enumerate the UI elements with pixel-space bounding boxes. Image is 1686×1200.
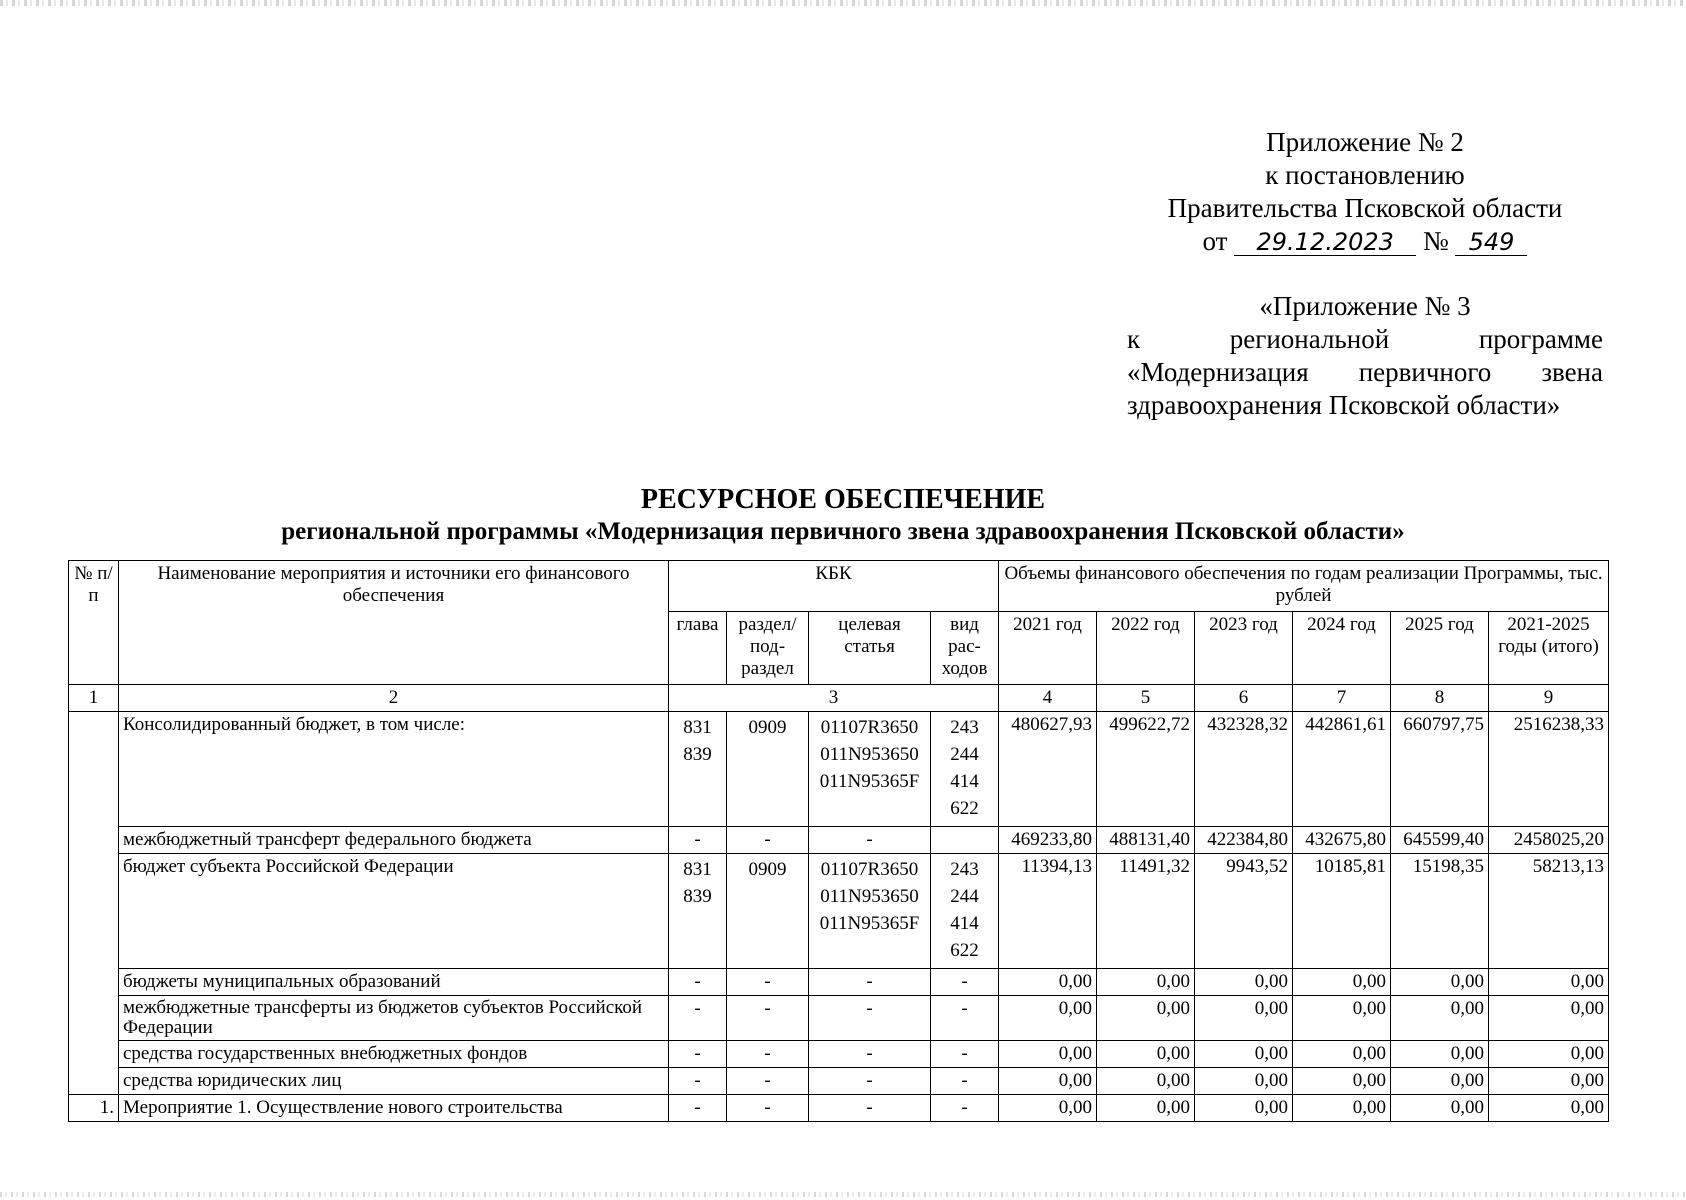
kbk-razdel-cell: [727, 712, 809, 827]
value-2024: 432675,80: [1293, 827, 1391, 854]
kbk-vid: [931, 827, 999, 854]
resource-table: [68, 560, 1609, 1122]
value-2023: 9943,52: [1195, 854, 1293, 969]
col-number: 8: [1391, 685, 1489, 712]
kbk-vid: -: [931, 1068, 999, 1095]
header-2024: 2024 год: [1293, 612, 1391, 685]
value-2023: 0,00: [1195, 969, 1293, 996]
handwritten-number: 549: [1455, 229, 1527, 256]
value-2023: 422384,80: [1195, 827, 1293, 854]
header-vid: вид рас- ходов: [931, 612, 999, 685]
kbk-celevaya: 011N95365F: [819, 913, 920, 934]
kbk-razdel: -: [727, 1095, 809, 1122]
value-2021: 480627,93: [999, 712, 1097, 827]
value-2021: 0,00: [999, 1068, 1097, 1095]
kbk-celevaya: 01107R3650: [820, 859, 919, 880]
from-label: от: [1202, 226, 1228, 256]
value-2021: 469233,80: [999, 827, 1097, 854]
table-row: [69, 1095, 1609, 1122]
value-2021: 0,00: [999, 969, 1097, 996]
row-name: Консолидированный бюджет, в том числе:: [119, 712, 669, 827]
value-2022: 0,00: [1097, 1041, 1195, 1068]
kbk-celevaya-cell: [809, 854, 931, 969]
kbk-celevaya: 011N95365F: [819, 771, 920, 792]
header-num: № п/п: [69, 561, 119, 685]
scan-edge-bottom: [0, 1192, 1686, 1197]
col-number: 6: [1195, 685, 1293, 712]
kbk-celevaya: -: [809, 1041, 931, 1068]
header-volumes: Объемы финансового обеспечения по годам реализации Программы, тыс. рублей: [999, 561, 1609, 612]
value-2022: 0,00: [1097, 1095, 1195, 1122]
kbk-celevaya: 011N953650: [820, 886, 919, 907]
header-line-1: Приложение № 2: [1266, 127, 1464, 157]
document-subtitle: региональной программы «Модернизация первичного звена здравоохранения Псковской области»: [281, 518, 1405, 545]
kbk-vid: 622: [950, 940, 979, 961]
value-2024: 442861,61: [1293, 712, 1391, 827]
table-row: [69, 854, 1609, 969]
row-name: Мероприятие 1. Осуществление нового строительства: [119, 1095, 669, 1122]
kbk-glava-cell: [669, 712, 727, 827]
header-2023: 2023 год: [1195, 612, 1293, 685]
value-2021: 0,00: [999, 1095, 1097, 1122]
table-row: [69, 712, 1609, 827]
kbk-razdel: -: [727, 1041, 809, 1068]
kbk-vid: 622: [950, 798, 979, 819]
kbk-razdel: -: [727, 1068, 809, 1095]
value-total: 2516238,33: [1489, 712, 1609, 827]
row-num-cell: 1.: [69, 1095, 119, 1122]
kbk-razdel: -: [727, 969, 809, 996]
appendix-word: региональной: [1229, 324, 1390, 354]
col-number: 3: [669, 685, 999, 712]
value-2025: 0,00: [1391, 1068, 1489, 1095]
table-row: [69, 1068, 1609, 1095]
value-2024: 0,00: [1293, 996, 1391, 1041]
kbk-celevaya: 01107R3650: [820, 717, 919, 738]
appendix-word: «Модернизация: [1127, 357, 1309, 387]
value-2023: 0,00: [1195, 1095, 1293, 1122]
value-2021: 0,00: [999, 1041, 1097, 1068]
col-number: 9: [1489, 685, 1609, 712]
kbk-celevaya: -: [809, 996, 931, 1041]
value-total: 0,00: [1489, 1041, 1609, 1068]
kbk-glava-cell: [669, 854, 727, 969]
column-number-row: [69, 685, 1609, 712]
kbk-vid-cell: [931, 854, 999, 969]
value-2025: 15198,35: [1391, 854, 1489, 969]
kbk-razdel: 0909: [748, 717, 787, 738]
value-2025: 0,00: [1391, 1041, 1489, 1068]
table-row: [69, 996, 1609, 1041]
value-total: 0,00: [1489, 1068, 1609, 1095]
table-row: [69, 1041, 1609, 1068]
row-name: бюджеты муниципальных образований: [119, 969, 669, 996]
value-total: 2458025,20: [1489, 827, 1609, 854]
header-glava: глава: [669, 612, 727, 685]
kbk-glava: -: [669, 1095, 727, 1122]
value-2024: 0,00: [1293, 969, 1391, 996]
document-title: РЕСУРСНОЕ ОБЕСПЕЧЕНИЕ: [640, 484, 1046, 515]
value-2022: 11491,32: [1097, 854, 1195, 969]
kbk-celevaya: -: [809, 1068, 931, 1095]
header-celevaya: целевая статья: [809, 612, 931, 685]
value-2022: 488131,40: [1097, 827, 1195, 854]
kbk-vid: 244: [950, 744, 979, 765]
kbk-vid: -: [931, 996, 999, 1041]
row-name: средства юридических лиц: [119, 1068, 669, 1095]
header-kbk: КБК: [669, 561, 999, 612]
kbk-vid: 243: [950, 859, 979, 880]
header-name: Наименование мероприятия и источники его финансового обеспечения: [119, 561, 669, 685]
value-2025: 0,00: [1391, 1095, 1489, 1122]
value-2023: 0,00: [1195, 996, 1293, 1041]
value-total: 0,00: [1489, 1095, 1609, 1122]
kbk-vid: 243: [950, 717, 979, 738]
kbk-vid: 414: [950, 771, 979, 792]
table-row: [69, 827, 1609, 854]
row-name: бюджет субъекта Российской Федерации: [119, 854, 669, 969]
value-2024: 10185,81: [1293, 854, 1391, 969]
value-2022: 0,00: [1097, 969, 1195, 996]
kbk-vid: 244: [950, 886, 979, 907]
appendix-word: звена: [1541, 357, 1603, 387]
header-razdel: раздел/ под- раздел: [727, 612, 809, 685]
header-date-line: [1150, 225, 1580, 258]
kbk-glava: -: [669, 827, 727, 854]
kbk-vid: -: [931, 969, 999, 996]
value-2022: 0,00: [1097, 996, 1195, 1041]
value-total: 0,00: [1489, 996, 1609, 1041]
value-2022: 0,00: [1097, 1068, 1195, 1095]
kbk-celevaya: -: [809, 827, 931, 854]
kbk-celevaya: -: [809, 1095, 931, 1122]
row-name: межбюджетный трансферт федерального бюджета: [119, 827, 669, 854]
appendix-line-3: [1127, 356, 1603, 389]
header-2021: 2021 год: [999, 612, 1097, 685]
appendix-line-1: «Приложение № 3: [1259, 291, 1471, 321]
col-number: 2: [119, 685, 669, 712]
value-2024: 0,00: [1293, 1068, 1391, 1095]
value-2025: 0,00: [1391, 996, 1489, 1041]
col-number: 5: [1097, 685, 1195, 712]
header-2022: 2022 год: [1097, 612, 1195, 685]
kbk-vid: -: [931, 1041, 999, 1068]
header-total: 2021-2025 годы (итого): [1489, 612, 1609, 685]
scan-edge-top: [0, 0, 1686, 6]
appendix-line-2: [1127, 323, 1603, 356]
kbk-celevaya: 011N953650: [820, 744, 919, 765]
row-num-cell: [69, 712, 119, 1095]
kbk-glava: 831: [683, 717, 712, 738]
col-number: 4: [999, 685, 1097, 712]
value-2021: 0,00: [999, 996, 1097, 1041]
kbk-celevaya: -: [809, 969, 931, 996]
value-2022: 499622,72: [1097, 712, 1195, 827]
appendix-line-4: здравоохранения Псковской области»: [1127, 390, 1561, 420]
header-line-2: к постановлению: [1265, 160, 1465, 190]
kbk-glava: -: [669, 996, 727, 1041]
kbk-glava: -: [669, 1041, 727, 1068]
kbk-glava: 831: [683, 859, 712, 880]
approval-header: [1150, 126, 1580, 258]
col-number: 1: [69, 685, 119, 712]
value-2025: 660797,75: [1391, 712, 1489, 827]
value-total: 58213,13: [1489, 854, 1609, 969]
kbk-glava: 839: [683, 886, 712, 907]
kbk-glava: -: [669, 1068, 727, 1095]
kbk-razdel-cell: [727, 854, 809, 969]
value-2021: 11394,13: [999, 854, 1097, 969]
handwritten-date: 29.12.2023: [1234, 229, 1416, 256]
number-label: №: [1422, 226, 1449, 256]
value-2025: 0,00: [1391, 969, 1489, 996]
table-row: [69, 969, 1609, 996]
appendix-word: к: [1127, 324, 1141, 354]
header-2025: 2025 год: [1391, 612, 1489, 685]
kbk-vid: 414: [950, 913, 979, 934]
value-2023: 0,00: [1195, 1068, 1293, 1095]
kbk-vid-cell: [931, 712, 999, 827]
table-header-row: [69, 561, 1609, 612]
header-line-3: Правительства Псковской области: [1167, 193, 1563, 223]
value-total: 0,00: [1489, 969, 1609, 996]
col-number: 7: [1293, 685, 1391, 712]
kbk-celevaya-cell: [809, 712, 931, 827]
kbk-razdel: -: [727, 827, 809, 854]
kbk-razdel: 0909: [748, 859, 787, 880]
row-name: средства государственных внебюджетных фондов: [119, 1041, 669, 1068]
kbk-glava: -: [669, 969, 727, 996]
value-2024: 0,00: [1293, 1041, 1391, 1068]
value-2024: 0,00: [1293, 1095, 1391, 1122]
kbk-razdel: -: [727, 996, 809, 1041]
kbk-vid: -: [931, 1095, 999, 1122]
appendix-word: первичного: [1358, 357, 1492, 387]
value-2023: 432328,32: [1195, 712, 1293, 827]
value-2023: 0,00: [1195, 1041, 1293, 1068]
row-name: межбюджетные трансферты из бюджетов субъектов Российской Федерации: [119, 996, 669, 1041]
value-2025: 645599,40: [1391, 827, 1489, 854]
kbk-glava: 839: [683, 744, 712, 765]
appendix-block: [1127, 290, 1603, 422]
appendix-word: программе: [1478, 324, 1603, 354]
